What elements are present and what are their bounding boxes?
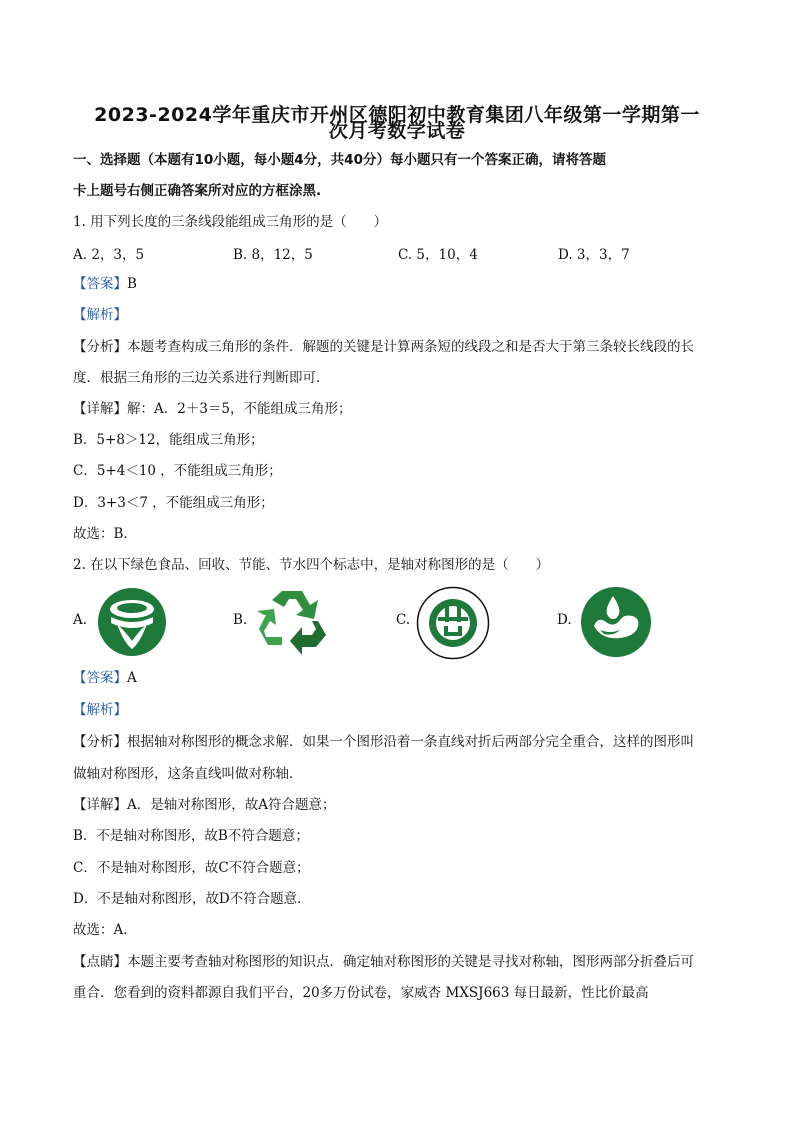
q2-analysis-row (73, 700, 733, 720)
q1-option-d: D. 3，3，7 (558, 247, 630, 263)
q1-option-a: A. 2，3，5 (73, 247, 145, 263)
q1-answer: B (127, 276, 137, 292)
q1-option-b: B. 8，12，5 (233, 247, 313, 263)
q2-detail-line4: D．不是轴对称图形，故D不符合题意． (73, 891, 311, 907)
q1-analysis-row (73, 305, 733, 325)
q2-conclusion: 故选：A． (73, 922, 137, 938)
water-saving-logo-icon (580, 586, 652, 658)
q1-detail-tag: 【详解】 (73, 401, 127, 417)
q2-fenxi-text: 根据轴对称图形的概念求解．如果一个图形沿着一条直线对折后两部分完全重合，这样的图形叫 (127, 734, 694, 750)
section-heading-line2: 卡上题号右侧正确答案所对应的方框涂黑. (73, 183, 322, 199)
q1-fenxi-text: 本题考查构成三角形的条件．解题的关键是计算两条短的线段之和是否大于第三条较长线段的长 (127, 339, 694, 355)
page-title-line1: 2023-2024学年重庆市开州区德阳初中教育集团八年级第一学期第一 (94, 104, 700, 126)
q2-detail-text: A．是轴对称图形，故A符合题意； (127, 797, 336, 813)
q2-option-c-label: C. (396, 612, 411, 628)
q2-dianjing-text: 本题主要考查轴对称图形的知识点．确定轴对称图形的关键是寻找对称轴，图形两部分折叠后可 (127, 954, 694, 970)
q2-detail-line1 (73, 795, 733, 815)
q1-option-c: C. 5，10，4 (398, 247, 478, 263)
q2-option-a-label: A. (73, 612, 88, 628)
q2-answer: A (127, 670, 137, 686)
q1-fenxi-line2: 度．根据三角形的三边关系进行判断即可． (73, 370, 330, 386)
q2-fenxi-line1 (73, 732, 733, 752)
page-title-line2: 次月考数学试卷 (328, 120, 466, 142)
q2-analysis-tag: 【解析】 (73, 702, 127, 718)
q2-answer-row (73, 668, 733, 688)
q1-stem: 1. 用下列长度的三条线段能组成三角形的是（ ） (73, 214, 388, 230)
q2-detail-line3: C．不是轴对称图形，故C不符合题意； (73, 860, 310, 876)
q2-detail-line2: B．不是轴对称图形，故B不符合题意； (73, 828, 309, 844)
section-heading-line1: 一、选择题（本题有10小题，每小题4分，共40分）每小题只有一个答案正确，请将答题 (73, 152, 606, 168)
q1-detail-text: 解：A．2＋3＝5，不能组成三角形； (127, 401, 352, 417)
q1-detail-line2: B．5+8＞12，能组成三角形； (73, 432, 264, 448)
q2-stem: 2. 在以下绿色食品、回收、节能、节水四个标志中，是轴对称图形的是（ ） (73, 557, 550, 573)
q1-conclusion: 故选：B． (73, 526, 137, 542)
q1-analysis-tag: 【解析】 (73, 307, 127, 323)
recycle-logo-icon (256, 585, 328, 657)
q2-option-d-label: D. (557, 612, 572, 628)
q2-option-b-label: B. (233, 612, 248, 628)
q2-dianjing-line2: 重合．您看到的资料都源自我们平台，20多万份试卷，家威杏 MXSJ663 每日最新，性比价最高 (73, 985, 649, 1001)
q1-fenxi-tag: 【分析】 (73, 339, 127, 355)
q1-answer-row (73, 274, 733, 294)
q2-fenxi-line2: 做轴对称图形，这条直线叫做对称轴． (73, 766, 303, 782)
q2-dianjing-line1 (73, 952, 733, 972)
q1-fenxi-line1 (73, 337, 733, 357)
q1-detail-line4: D．3+3＜7 ，不能组成三角形； (73, 495, 274, 511)
green-food-logo-icon (97, 587, 167, 657)
q2-detail-tag: 【详解】 (73, 797, 127, 813)
q2-dianjing-tag: 【点睛】 (73, 954, 127, 970)
q2-answer-tag: 【答案】 (73, 670, 127, 686)
q1-detail-line3: C．5+4＜10 ，不能组成三角形； (73, 463, 282, 479)
q1-detail-line1 (73, 399, 733, 419)
energy-saving-logo-icon (416, 586, 490, 660)
q1-answer-tag: 【答案】 (73, 276, 127, 292)
q2-fenxi-tag: 【分析】 (73, 734, 127, 750)
